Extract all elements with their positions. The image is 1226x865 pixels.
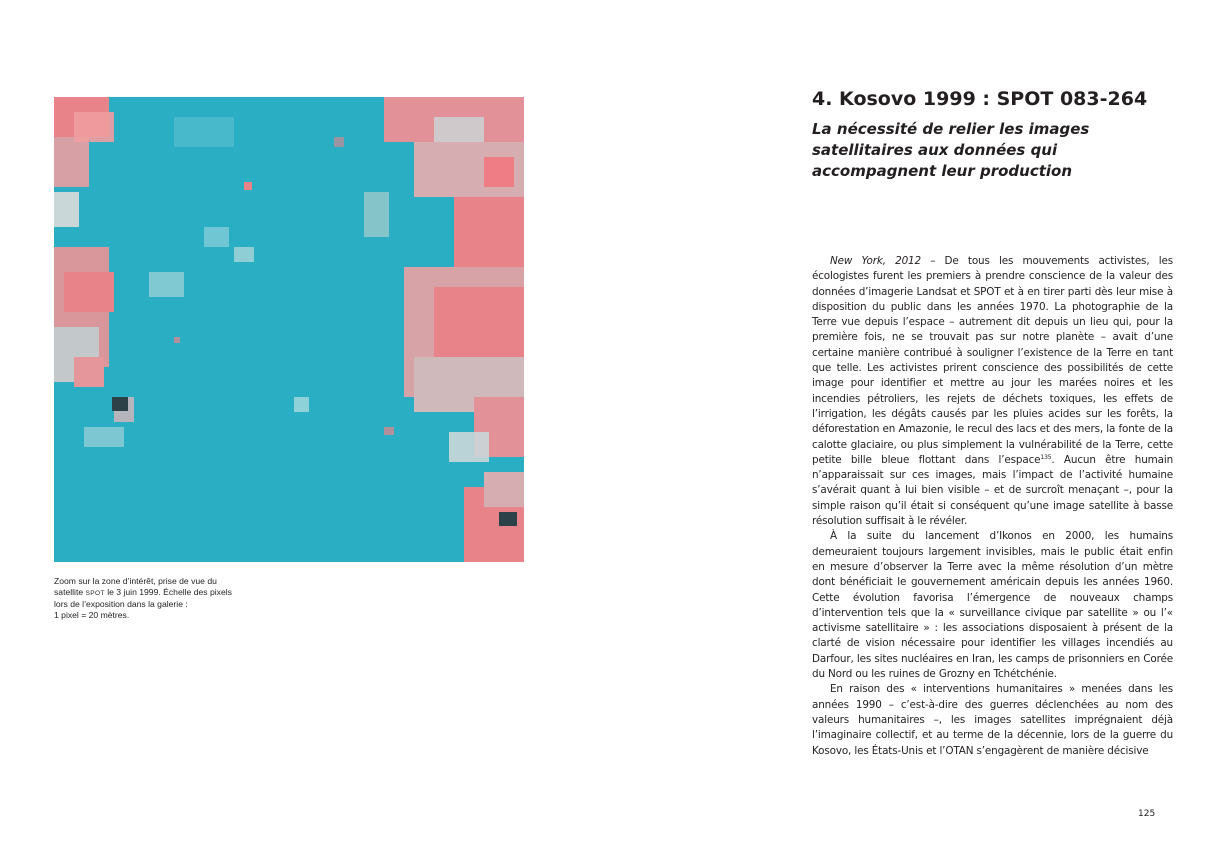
satellite-image: [54, 97, 524, 562]
caption-line-4: 1 pixel = 20 mètres.: [54, 610, 130, 620]
caption-spot-smallcaps: SPOT: [85, 590, 105, 597]
chapter-subtitle: La nécessité de relier les images satellitaires aux données qui accompagnent leur production: [812, 120, 1090, 180]
caption-line-3: lors de l’exposition dans la galerie :: [54, 599, 188, 609]
caption-line-2: [54, 587, 254, 599]
chapter-title: 4. Kosovo 1999 : SPOT 083-264: [812, 88, 1148, 110]
caption-line-1: Zoom sur la zone d’intérêt, prise de vue du: [54, 576, 217, 586]
figure-caption: [54, 576, 254, 621]
caption-line-2-post: le 3 juin 1999. Échelle des pixels: [107, 587, 232, 597]
paragraph-1-text-b: . Aucun être humain n’apparaissait sur ces images, mais l’impact de l’activité humaine s’avérait quant à lui bien visible – et de surcroît menaçant –, pour la simple raison qu’il était si conséquent qu’une image satellite à basse résolution suffisait à le révéler.: [812, 453, 1173, 528]
paragraph-1-lead: New York, 2012: [830, 255, 921, 267]
paragraph-3: En raison des « interventions humanitaires » menées dans les années 1990 – c’est-à-dire des guerres déclenchées au nom des valeurs humanitaires –, les images satellites imprégnaient déjà l’imaginaire collectif, et au terme de la décennie, lors de la guerre du Kosovo, les États-Unis et l’OTAN s’engagèrent de manière décisive: [812, 683, 1173, 757]
caption-line-2-pre: satellite: [54, 587, 84, 597]
paragraph-1: [812, 254, 1173, 529]
paragraph-1-text-a: – De tous les mouvements activistes, les écologistes furent les premiers à prendre conscience de la valeur des données d’imagerie Landsat et SPOT et à en tirer parti dès leur mise à disposition du public dans les années 1970. La photographie de la Terre vue depuis l’espace – autrement dit depuis un lieu qui, pour la première fois, ne se trouvait pas sur notre planète – avait d’une certaine manière contribué à souligner l’existence de la Terre en tant que telle. Les activistes prirent conscience des possibilités de cette image pour identifier et mettre au jour les marées noires et les incendies pétroliers, les rejets de déchets toxiques, les effets de l’irrigation, les dégâts causés par les pluies acides sur les forêts, la déforestation en Amazonie, le recul des lacs et des mers, la fonte de la calotte glaciaire, ou plus simplement la vulnérabilité de la Terre, cette petite bille bleue flottant dans l’espace: [812, 255, 1173, 466]
footnote-ref: 135: [1040, 453, 1052, 461]
satellite-image-svg: [54, 97, 524, 562]
paragraph-2: À la suite du lancement d’Ikonos en 2000, les humains demeuraient toujours largement invisibles, mais le public était enfin en mesure d’observer la Terre avec la même résolution d’un mètre dont bénéficiait le gouvernement américain depuis les années 1960. Cette évolution favorisa l’émergence de nouveaux champs d’intervention tels que la « surveillance civique par satellite » ou l’« activisme satellitaire » : les associations disposaient à présent de la clarté de vision nécessaire pour identifier les villages incendiés au Darfour, les sites nucléaires en Iran, les camps de prisonniers en Corée du Nord ou les ruines de Grozny en Tchétchénie.: [812, 530, 1173, 681]
page-number: 125: [1138, 809, 1156, 819]
body-text: [812, 254, 1173, 759]
